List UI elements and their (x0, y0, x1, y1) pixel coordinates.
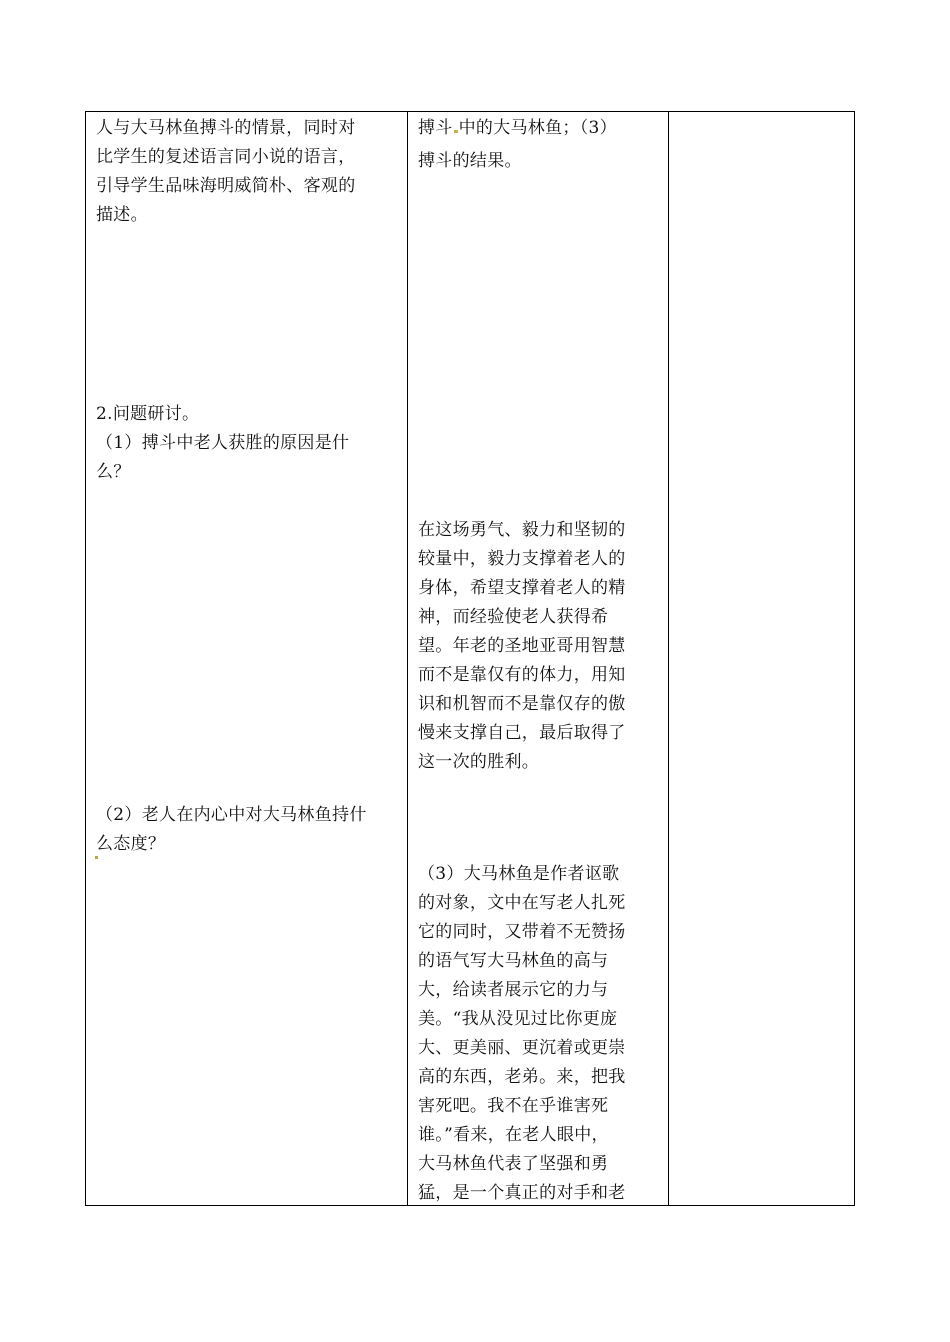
document-table (85, 111, 855, 1206)
text-line: 么？ (96, 462, 131, 482)
text-line: 的语气写大马林鱼的高与 (418, 951, 609, 971)
text-line: 而不是靠仅有的体力，用知 (418, 665, 626, 685)
text-line: 大，给读者展示它的力与 (418, 980, 609, 1000)
text-line: 较量中，毅力支撑着老人的 (418, 549, 626, 569)
text-line: 神，而经验使老人获得希 (418, 607, 609, 627)
text-line: 比学生的复述语言同小说的语言， (96, 147, 356, 167)
stray-mark (95, 856, 98, 859)
intro-paragraph (96, 114, 401, 230)
text-line: 美。“我从没见过比你更庞 (418, 1009, 618, 1029)
top-answer (418, 114, 660, 176)
text-line: 害死吧。我不在乎谁害死 (418, 1096, 609, 1116)
text-line: 在这场勇气、毅力和坚韧的 (418, 520, 626, 540)
text-line: （2）老人在内心中对大马林鱼持什 (96, 805, 367, 825)
text-line: 猛，是一个真正的对手和老 (418, 1183, 626, 1203)
text-line: 么态度？ (96, 834, 166, 854)
text-line: 搏斗 中的大马林鱼；（3） (418, 118, 617, 138)
question-2 (96, 801, 401, 859)
text-line: （1）搏斗中老人获胜的原因是什 (96, 433, 350, 453)
section-title: 2.问题研讨。 (96, 404, 200, 424)
text-line: 大、更美丽、更沉着或更崇 (418, 1038, 626, 1058)
text-line: 慢来支撑自己，最后取得了 (418, 723, 626, 743)
answer-1 (418, 516, 660, 777)
text-line: 识和机智而不是靠仅存的傲 (418, 694, 626, 714)
question-1 (96, 429, 401, 487)
highlight-mark (454, 130, 458, 133)
text-line: 的对象，文中在写老人扎死 (418, 893, 626, 913)
text-line: 大马林鱼代表了坚强和勇 (418, 1154, 609, 1174)
text-line: 这一次的胜利。 (418, 752, 540, 772)
table-column-guidance (86, 112, 408, 1205)
text-line: 身体，希望支撑着老人的精 (418, 578, 626, 598)
text-line: 搏斗的结果。 (418, 151, 522, 171)
answer-2 (418, 860, 660, 1208)
text-line: 望。年老的圣地亚哥用智慧 (418, 636, 626, 656)
text-line: 它的同时，又带着不无赞扬 (418, 922, 626, 942)
text-line: 谁。”看来，在老人眼中， (418, 1125, 609, 1145)
text-line: 高的东西，老弟。来，把我 (418, 1067, 626, 1087)
text-line: 描述。 (96, 205, 148, 225)
text-line: 引导学生品味海明威简朴、客观的 (96, 176, 356, 196)
text-line: （3）大马林鱼是作者讴歌 (418, 864, 620, 884)
table-column-answers (408, 112, 669, 1205)
text-line: 人与大马林鱼搏斗的情景，同时对 (96, 118, 356, 138)
table-column-notes (669, 112, 854, 1205)
